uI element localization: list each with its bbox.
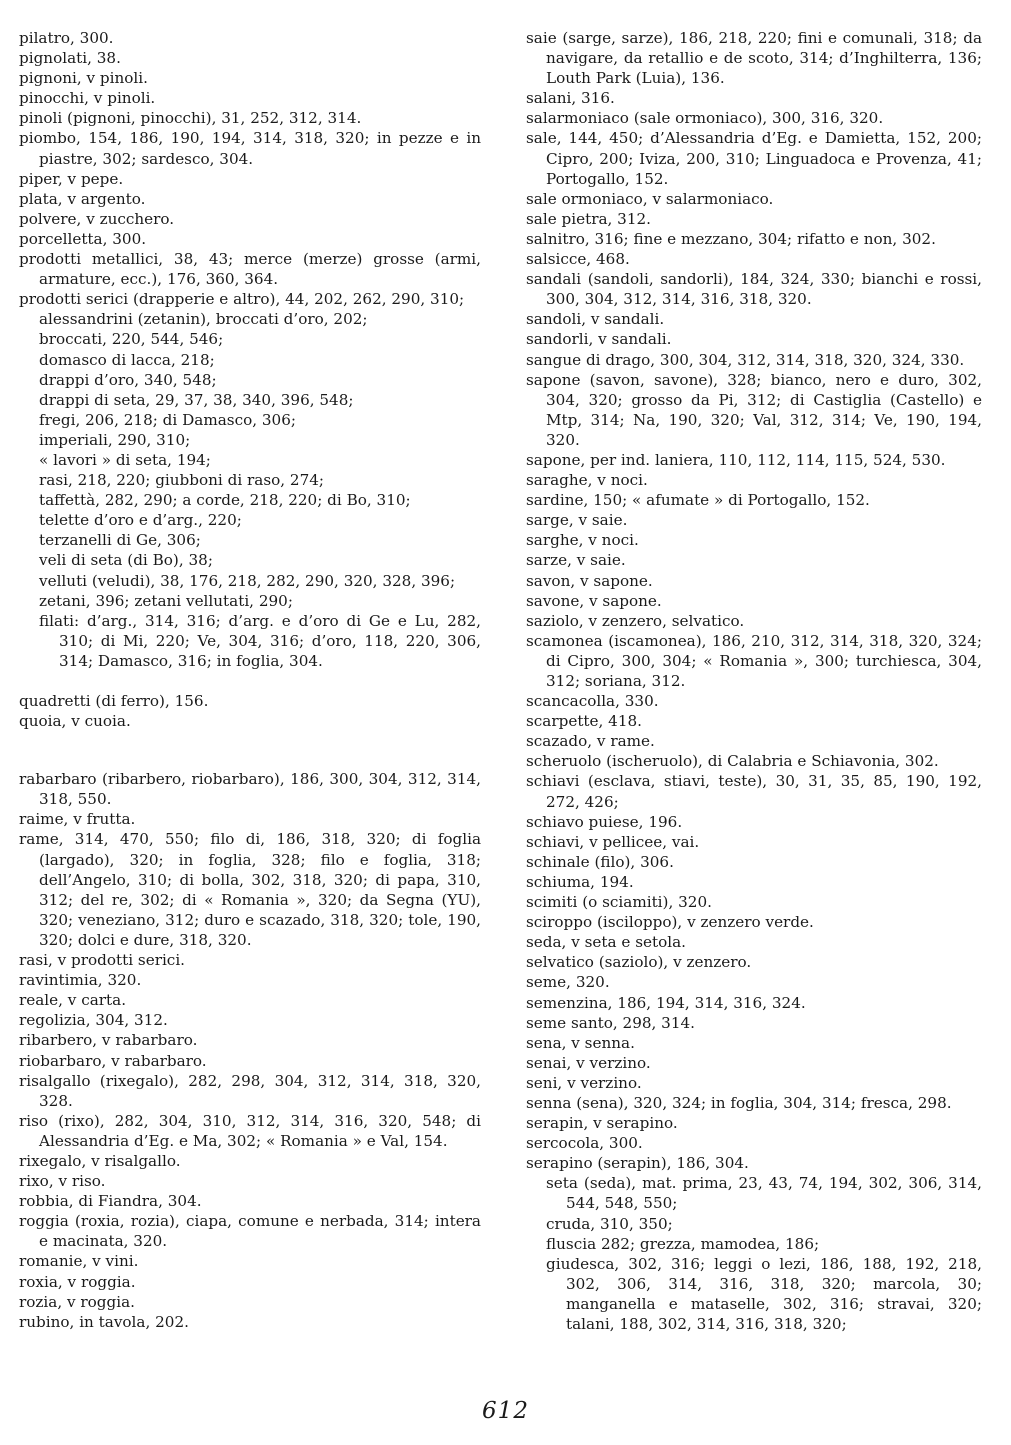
index-entry: salarmoniaco (sale ormoniaco), 300, 316, 320.: [526, 109, 884, 128]
index-entry: roxia, v roggia.: [19, 1272, 136, 1291]
index-entry: saraghe, v noci.: [526, 471, 648, 490]
index-entry: robbia, di Fiandra, 304.: [19, 1192, 202, 1211]
index-entry: schiavi (esclava, stiavi, teste), 30, 31, 35, 85, 190, 192, 272, 426;: [526, 772, 982, 811]
index-entry: seme santo, 298, 314.: [526, 1013, 695, 1032]
index-entry: rixo, v riso.: [19, 1172, 106, 1191]
index-entry: scimiti (o sciamiti), 320.: [526, 893, 712, 912]
index-subentry: cruda, 310, 350;: [546, 1214, 673, 1233]
index-subentry: domasco di lacca, 218;: [39, 350, 215, 369]
index-subentry: imperiali, 290, 310;: [39, 430, 191, 449]
index-entry: sapone (savon, savone), 328; bianco, nero e duro, 302, 304, 320; grosso da Pi, 312; di Castiglia (Castello) e Mtp, 314; Na, 190, 320; Val, 312, 314; Ve, 190, 194, 320.: [526, 370, 982, 449]
index-column-right: [526, 28, 982, 1334]
index-entry: schiavo puiese, 196.: [526, 812, 683, 831]
index-entry: sandoli, v sandali.: [526, 310, 665, 329]
index-entry: sarghe, v noci.: [526, 531, 639, 550]
index-subentry: zetani, 396; zetani vellutati, 290;: [39, 591, 293, 610]
index-entry: scarpette, 418.: [526, 712, 642, 731]
index-entry: sciroppo (isciloppo), v zenzero verde.: [526, 913, 814, 932]
index-subentry: drappi d’oro, 340, 548;: [39, 370, 217, 389]
index-entry: scamonea (iscamonea), 186, 210, 312, 314, 318, 320, 324; di Cipro, 300, 304; « Romania », 300; turchiesca, 304, 312; soriana, 312.: [526, 631, 982, 690]
index-entry: piper, v pepe.: [19, 169, 124, 188]
index-entry: ravintimia, 320.: [19, 971, 142, 990]
index-entry: salnitro, 316; fine e mezzano, 304; rifatto e non, 302.: [526, 229, 936, 248]
index-entry: schiavi, v pellicee, vai.: [526, 832, 700, 851]
index-entry: romanie, v vini.: [19, 1252, 139, 1271]
index-subentry: fluscia 282; grezza, mamodea, 186;: [546, 1234, 820, 1253]
index-entry: sarze, v saie.: [526, 551, 626, 570]
index-entry: sandali (sandoli, sandorli), 184, 324, 330; bianchi e rossi, 300, 304, 312, 314, 316, 318, 320.: [526, 270, 982, 309]
index-entry: sena, v senna.: [526, 1033, 635, 1052]
index-entry: seda, v seta e setola.: [526, 933, 686, 952]
index-entry: sangue di drago, 300, 304, 312, 314, 318, 320, 324, 330.: [526, 350, 965, 369]
index-entry: scancacolla, 330.: [526, 692, 659, 711]
index-entry: salani, 316.: [526, 89, 615, 108]
page-number: 612: [482, 1398, 529, 1424]
index-entry: riso (rixo), 282, 304, 310, 312, 314, 316, 320, 548; di Alessandria d’Eg. e Ma, 302; « Romania » e Val, 154.: [19, 1111, 481, 1150]
index-subentry: giudesca, 302, 316; leggi o lezi, 186, 188, 192, 218, 302, 306, 314, 316, 318, 320; marcola, 30; manganella e mataselle, 302, 316; stravai, 320; talani, 188, 302, 314, 316, 318, 320;: [546, 1254, 982, 1333]
index-entry: senna (sena), 320, 324; in foglia, 304, 314; fresca, 298.: [526, 1093, 952, 1112]
index-entry: sale ormoniaco, v salarmoniaco.: [526, 189, 774, 208]
index-entry: sandorli, v sandali.: [526, 330, 672, 349]
index-subentry: filati: d’arg., 314, 316; d’arg. e d’oro di Ge e Lu, 282, 310; di Mi, 220; Ve, 304, 316; d’oro, 118, 220, 306, 314; Damasco, 316; in foglia, 304.: [39, 611, 481, 670]
index-entry: quadretti (di ferro), 156.: [19, 692, 209, 710]
index-subentry: drappi di seta, 29, 37, 38, 340, 396, 548;: [39, 390, 354, 409]
index-subentry: seta (seda), mat. prima, 23, 43, 74, 194, 302, 306, 314, 544, 548, 550;: [546, 1174, 982, 1213]
index-subentry: « lavori » di seta, 194;: [39, 450, 211, 469]
index-entry: schiuma, 194.: [526, 872, 634, 891]
index-entry: reale, v carta.: [19, 991, 127, 1010]
index-subentry: velluti (veludi), 38, 176, 218, 282, 290, 320, 328, 396;: [39, 571, 456, 590]
index-entry: senai, v verzino.: [526, 1053, 651, 1072]
index-entry: rabarbaro (ribarbero, riobarbaro), 186, 300, 304, 312, 314, 318, 550.: [19, 770, 481, 809]
index-entry: sapone, per ind. laniera, 110, 112, 114, 115, 524, 530.: [526, 450, 946, 469]
section-gap: [19, 671, 481, 691]
index-entry: rame, 314, 470, 550; filo di, 186, 318, 320; di foglia (largado), 320; in foglia, 328; filo e foglia, 318; dell’Angelo, 310; di bolla, 302, 318, 320; di papa, 310, 312; del re, 302; di « Romania », 320; da Segna (YU), 320; veneziano, 312; duro e scazado, 318, 320; tole, 190, 320; dolci e dure, 318, 320.: [19, 830, 481, 949]
index-entry: piombo, 154, 186, 190, 194, 314, 318, 320; in pezze e in piastre, 302; sardesco, 304.: [19, 129, 481, 168]
index-entry: seni, v verzino.: [526, 1073, 642, 1092]
index-subentry: fregi, 206, 218; di Damasco, 306;: [39, 410, 296, 429]
index-subentry: taffettà, 282, 290; a corde, 218, 220; di Bo, 310;: [39, 491, 411, 510]
index-subentry: broccati, 220, 544, 546;: [39, 330, 224, 349]
index-subentry: terzanelli di Ge, 306;: [39, 531, 201, 550]
index-entry: pignolati, 38.: [19, 49, 121, 68]
index-entry: prodotti metallici, 38, 43; merce (merze) grosse (armi, armature, ecc.), 176, 360, 364.: [19, 250, 481, 289]
index-entry: raime, v frutta.: [19, 810, 136, 829]
index-entry: polvere, v zucchero.: [19, 209, 175, 228]
index-entry: roggia (roxia, rozia), ciapa, comune e nerbada, 314; intera e macinata, 320.: [19, 1212, 481, 1251]
index-entry: serapino (serapin), 186, 304.: [526, 1154, 749, 1173]
index-subentry: alessandrini (zetanin), broccati d’oro, 202;: [39, 310, 368, 329]
index-entry: seme, 320.: [526, 973, 610, 992]
index-entry: saziolo, v zenzero, selvatico.: [526, 611, 745, 630]
section-gap: [19, 731, 481, 769]
index-entry: pignoni, v pinoli.: [19, 69, 148, 88]
index-entry: scazado, v rame.: [526, 732, 655, 751]
index-entry: savone, v sapone.: [526, 591, 662, 610]
index-entry: pinocchi, v pinoli.: [19, 89, 156, 108]
index-column-left: [19, 28, 481, 1332]
index-subentry: veli di seta (di Bo), 38;: [39, 551, 213, 570]
index-entry: pilatro, 300.: [19, 29, 114, 47]
index-subentry: rasi, 218, 220; giubboni di raso, 274;: [39, 471, 325, 490]
index-entry: quoia, v cuoia.: [19, 712, 131, 731]
index-entry: sale pietra, 312.: [526, 209, 651, 228]
index-entry: risalgallo (rixegalo), 282, 298, 304, 312, 314, 318, 320, 328.: [19, 1071, 481, 1110]
index-entry: ribarbero, v rabarbaro.: [19, 1031, 198, 1050]
index-entry: sardine, 150; « afumate » di Portogallo, 152.: [526, 491, 870, 510]
index-entry: semenzina, 186, 194, 314, 316, 324.: [526, 993, 806, 1012]
index-entry: rubino, in tavola, 202.: [19, 1312, 189, 1331]
index-entry: sale, 144, 450; d’Alessandria d’Eg. e Damietta, 152, 200; Cipro, 200; Iviza, 200, 310; Linguadoca e Provenza, 41; Portogallo, 152.: [526, 129, 982, 188]
index-entry: rixegalo, v risalgallo.: [19, 1151, 181, 1170]
index-entry: schinale (filo), 306.: [526, 852, 674, 871]
index-entry: serapin, v serapino.: [526, 1114, 678, 1133]
index-entry: sercocola, 300.: [526, 1134, 643, 1153]
index-entry: sarge, v saie.: [526, 511, 628, 530]
index-entry: savon, v sapone.: [526, 571, 653, 590]
index-entry: salsicce, 468.: [526, 250, 630, 269]
index-entry: rasi, v prodotti serici.: [19, 951, 186, 970]
index-entry: selvatico (saziolo), v zenzero.: [526, 953, 752, 972]
index-entry: riobarbaro, v rabarbaro.: [19, 1051, 207, 1070]
index-entry: porcelletta, 300.: [19, 229, 147, 248]
index-entry: scheruolo (ischeruolo), di Calabria e Schiavonia, 302.: [526, 752, 939, 771]
index-entry: saie (sarge, sarze), 186, 218, 220; fini e comunali, 318; da navigare, da retallio e de scoto, 314; d’Inghilterra, 136; Louth Park (Luia), 136.: [526, 29, 982, 88]
index-entry: rozia, v roggia.: [19, 1292, 135, 1311]
index-entry: regolizia, 304, 312.: [19, 1011, 168, 1030]
index-entry: prodotti serici (drapperie e altro), 44, 202, 262, 290, 310;: [19, 290, 465, 309]
index-entry: plata, v argento.: [19, 189, 146, 208]
index-subentry: telette d’oro e d’arg., 220;: [39, 511, 242, 530]
index-entry: pinoli (pignoni, pinocchi), 31, 252, 312, 314.: [19, 109, 362, 128]
